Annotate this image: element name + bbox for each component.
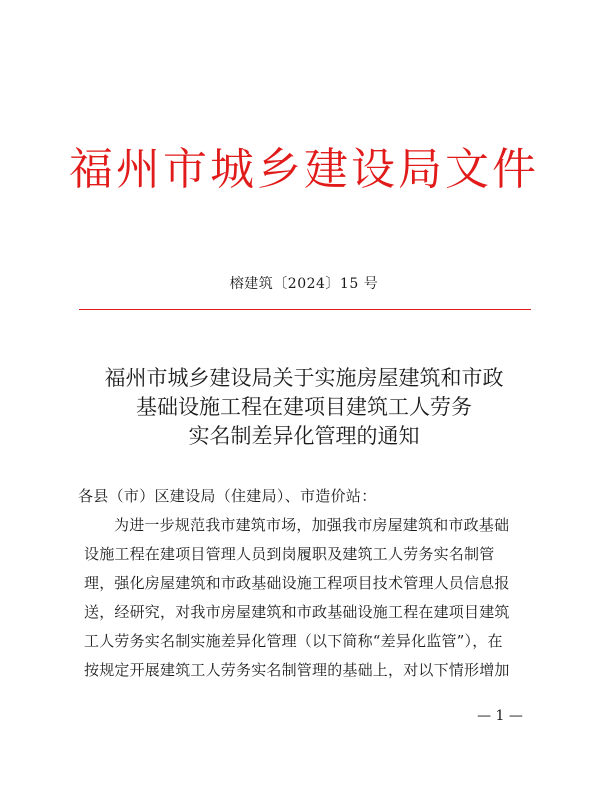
document-number: 榕建筑〔2024〕15 号 <box>229 276 379 292</box>
notice-body <box>78 482 536 685</box>
paragraph-line: 送，经研究，对我市房屋建筑和市政基础设施工程在建项目建筑 <box>84 603 510 621</box>
masthead-title: 福州市城乡建设局文件 <box>69 144 539 195</box>
paragraph-line: 设施工程在建项目管理人员到岗履职及建筑工人劳务实名制管 <box>84 545 495 563</box>
paragraph-line: 理，强化房屋建筑和市政基础设施工程项目技术管理人员信息报 <box>84 574 510 592</box>
red-divider-rule <box>79 309 531 310</box>
paragraph-line: 按规定开展建筑工人劳务实名制管理的基础上，对以下情形增加 <box>84 661 510 679</box>
addressee-line: 各县（市）区建设局（住建局）、市造价站： <box>78 487 377 505</box>
notice-title-line: 实名制差异化管理的通知 <box>188 424 420 448</box>
notice-title-line: 基础设施工程在建项目建筑工人劳务 <box>136 395 472 419</box>
notice-title-line: 福州市城乡建设局关于实施房屋建筑和市政 <box>104 366 504 390</box>
page-number: — 1 — <box>477 708 523 724</box>
paragraph-line: 工人劳务实名制实施差异化管理（以下简称“差异化监管”），在 <box>84 632 503 650</box>
paragraph-line: 为进一步规范我市建筑市场，加强我市房屋建筑和市政基础 <box>114 516 510 534</box>
notice-title <box>60 364 548 451</box>
